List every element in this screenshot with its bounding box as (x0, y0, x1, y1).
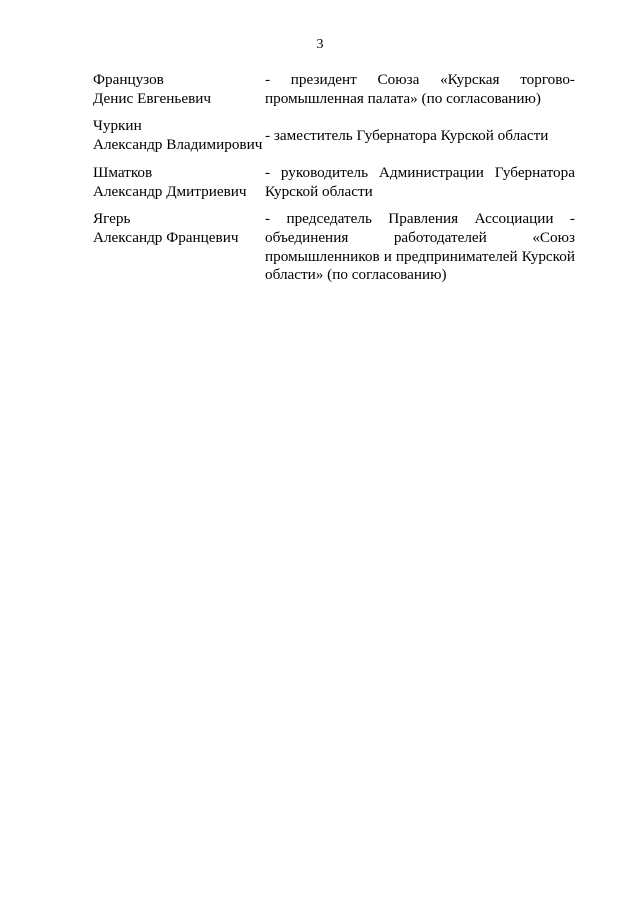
member-given-names: Александр Владимирович (93, 136, 263, 154)
member-entry (93, 71, 575, 108)
member-given-names: Александр Дмитриевич (93, 182, 247, 200)
page-number: 3 (316, 37, 324, 52)
members-list (93, 71, 575, 294)
member-role: - заместитель Губернатора Курской области (265, 126, 549, 144)
member-surname: Французов (93, 71, 164, 88)
member-surname: Шматков (93, 163, 153, 181)
member-entry (93, 164, 575, 201)
member-entry (93, 210, 575, 285)
member-role: - президент Союза «Курская торгово-промышленная палата» (по согласованию) (265, 71, 575, 107)
member-role: - председатель Правления Ассоциации - объединения работодателей «Союз промышленников и предпринимателей Курской области» (по согласованию) (265, 210, 575, 284)
member-name (93, 71, 265, 108)
member-name (93, 164, 265, 201)
member-surname: Чуркин (93, 117, 142, 135)
member-surname: Ягерь (93, 210, 131, 228)
member-role: - руководитель Администрации Губернатора Курской области (265, 163, 575, 200)
member-given-names: Денис Евгеньевич (93, 89, 212, 107)
member-name (93, 117, 265, 154)
member-name (93, 210, 265, 247)
member-entry (93, 117, 575, 154)
member-given-names: Александр Францевич (93, 228, 239, 246)
